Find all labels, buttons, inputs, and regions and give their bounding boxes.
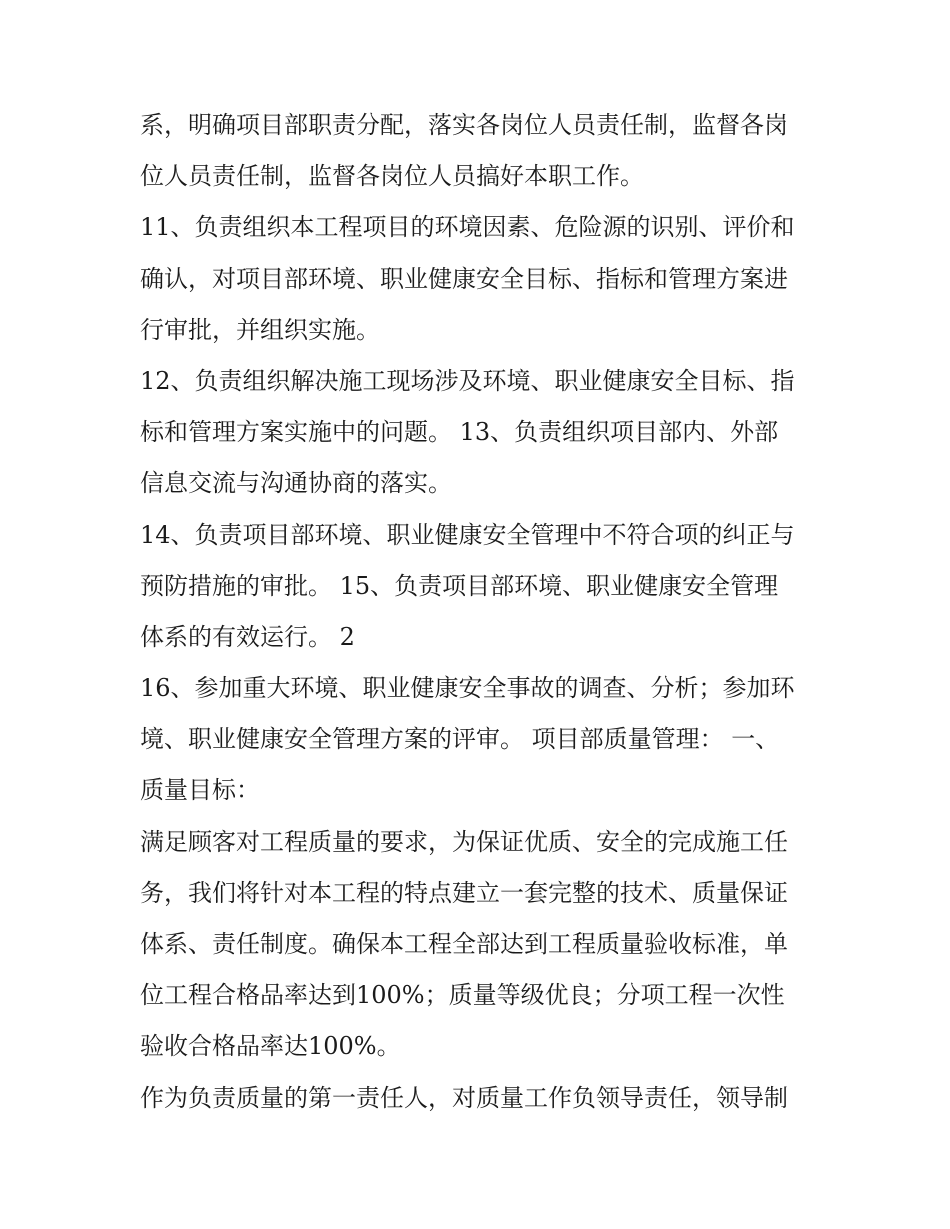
text-line: 作为负责质量的第一责任人，对质量工作负领导责任，领导制 (140, 1083, 788, 1112)
document-body (140, 100, 815, 1124)
text-line: 满足顾客对工程质量的要求，为保证优质、安全的完成施工任 (140, 827, 788, 856)
text-line: 验收合格品率达100%。 (140, 1032, 401, 1061)
text-line: 预防措施的审批。 15、负责项目部环境、职业健康安全管理 (140, 571, 779, 600)
text-line: 务，我们将针对本工程的特点建立一套完整的技术、质量保证 (140, 878, 788, 907)
text-line: 信息交流与沟通协商的落实。 (140, 469, 452, 498)
text-line: 体系、责任制度。确保本工程全部达到工程质量验收标准，单 (140, 930, 788, 958)
text-line: 标和管理方案实施中的问题。 13、负责组织项目部内、外部 (140, 418, 779, 447)
text-line: 11、负责组织本工程项目的环境因素、危险源的识别、评价和 (140, 213, 795, 242)
text-line: 14、负责项目部环境、职业健康安全管理中不符合项的纠正与 (140, 520, 795, 549)
text-line: 质量目标： (140, 776, 260, 805)
text-line: 位人员责任制，监督各岗位人员搞好本职工作。 (140, 162, 644, 191)
text-line: 12、负责组织解决施工现场涉及环境、职业健康安全目标、指 (140, 366, 795, 395)
text-line: 确认，对项目部环境、职业健康安全目标、指标和管理方案进 (140, 264, 788, 293)
text-line: 系，明确项目部职责分配，落实各岗位人员责任制，监督各岗 (140, 111, 788, 139)
text-line: 境、职业健康安全管理方案的评审。 项目部质量管理： 一、 (140, 725, 780, 754)
text-line: 体系的有效运行。 2 (140, 622, 355, 651)
text-line: 行审批，并组织实施。 (140, 315, 380, 344)
text-line: 16、参加重大环境、职业健康安全事故的调查、分析；参加环 (140, 674, 795, 703)
text-line: 位工程合格品率达到100%；质量等级优良；分项工程一次性 (140, 981, 785, 1010)
